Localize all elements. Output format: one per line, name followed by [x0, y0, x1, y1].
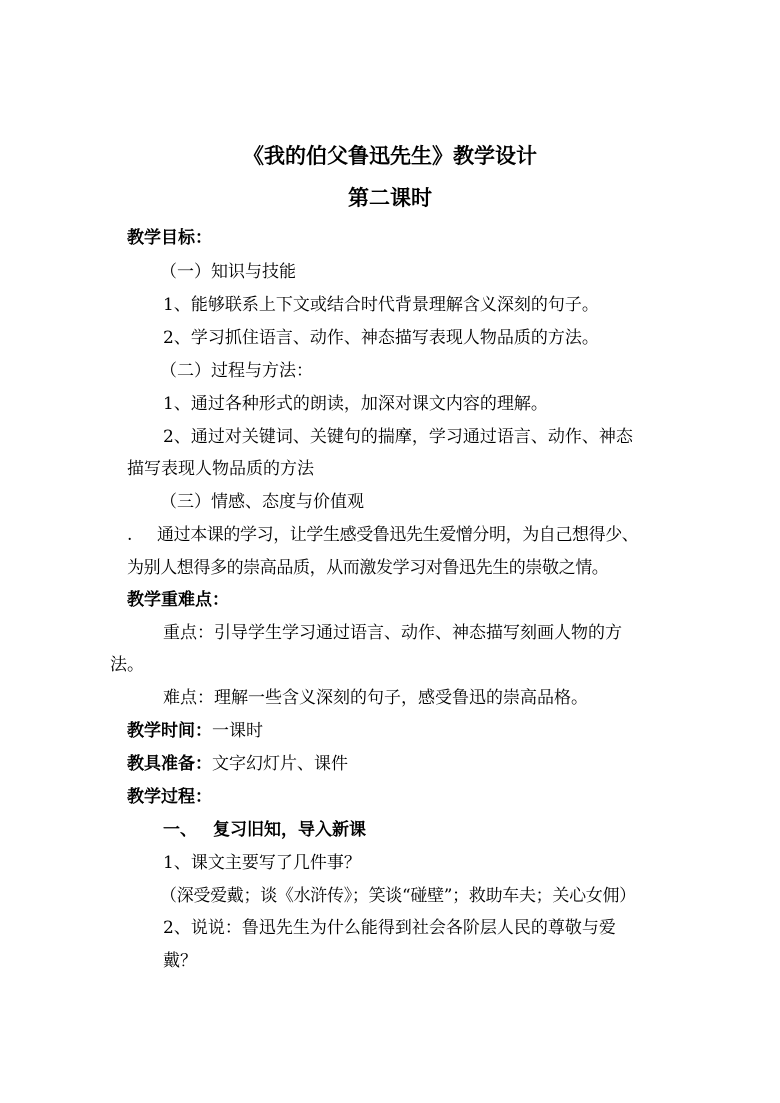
- knowledge-item-2: 2、学习抓住语言、动作、神态描写表现人物品质的方法。: [163, 328, 599, 348]
- emotion-heading: （三）情感、态度与价值观: [160, 492, 364, 512]
- step-1-question-2-line2: 戴？: [163, 951, 197, 971]
- process-heading: 教学过程：: [127, 787, 212, 807]
- knowledge-heading: （一）知识与技能: [160, 262, 296, 282]
- process-method-item-1: 1、通过各种形式的朗读，加深对课文内容的理解。: [163, 394, 548, 414]
- teaching-time-value: 一课时: [212, 721, 263, 741]
- document-title: 《我的伯父鲁迅先生》教学设计: [243, 143, 537, 168]
- teaching-time: [127, 720, 263, 742]
- teaching-tools-label: 教具准备：: [127, 754, 212, 774]
- emotion-text-line2: 为别人想得多的崇高品质，从而激发学习对鲁迅先生的崇敬之情。: [127, 558, 609, 578]
- step-1-answer-1: （深受爱戴；谈《水浒传》；笑谈“碰壁”；救助车夫；关心女佣）: [160, 886, 636, 906]
- knowledge-item-1: 1、能够联系上下文或结合时代背景理解含义深刻的句子。: [163, 295, 599, 315]
- objectives-heading: 教学目标：: [127, 228, 212, 248]
- emotion-bullet-dot: .: [127, 525, 133, 545]
- process-method-heading: （二）过程与方法：: [160, 361, 313, 381]
- step-1-question-2-line1: 2、说说：鲁迅先生为什么能得到社会各阶层人民的尊敬与爱: [163, 918, 616, 938]
- emotion-text-line1: 通过本课的学习，让学生感受鲁迅先生爱憎分明，为自己想得少、: [157, 525, 639, 545]
- keypoints-heading: 教学重难点：: [127, 590, 229, 610]
- step-1-question-1: 1、课文主要写了几件事？: [163, 853, 361, 873]
- teaching-time-label: 教学时间：: [127, 721, 212, 741]
- keypoint-difficulty: 难点：理解一些含义深刻的句子，感受鲁迅的崇高品格。: [163, 688, 588, 708]
- keypoint-focus-line1: 重点：引导学生学习通过语言、动作、神态描写刻画人物的方: [163, 623, 622, 643]
- keypoint-focus-line2: 法。: [110, 655, 144, 675]
- step-1-number: 一、: [163, 820, 197, 840]
- teaching-tools: [127, 753, 348, 775]
- process-method-item-2-line2: 描写表现人物品质的方法: [127, 459, 314, 479]
- step-1-title: 复习旧知，导入新课: [213, 820, 366, 840]
- process-method-item-2-line1: 2、通过对关键词、关键句的揣摩，学习通过语言、动作、神态: [163, 427, 633, 447]
- teaching-tools-value: 文字幻灯片、课件: [212, 754, 348, 774]
- document-subtitle: 第二课时: [348, 185, 432, 210]
